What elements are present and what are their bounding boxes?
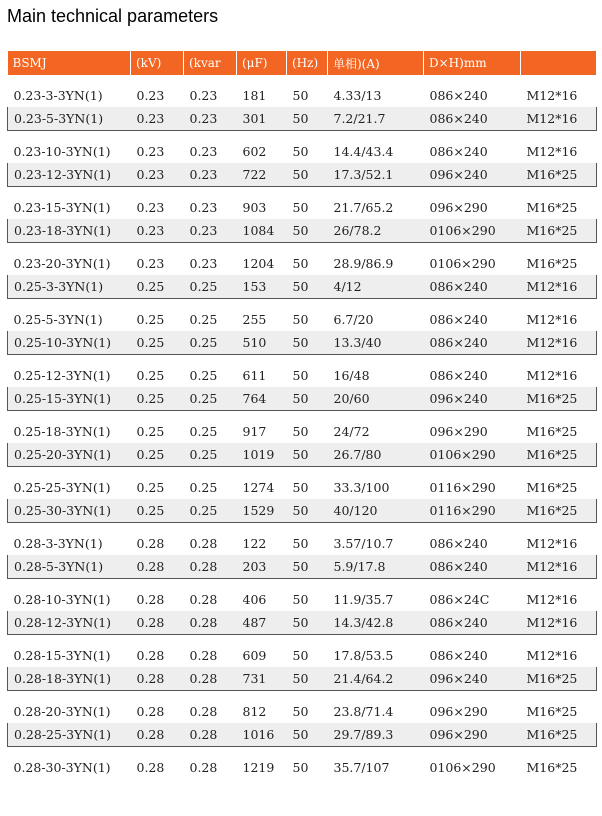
table-row [8, 163, 597, 187]
cell-model: 0.28-5-3YN(1) [8, 555, 131, 579]
cell-capacity: 0.25 [184, 499, 237, 523]
cell-voltage: 0.28 [131, 667, 184, 691]
cell-capacitance: 917 [237, 411, 287, 443]
cell-capacity: 0.23 [184, 243, 237, 275]
cell-capacity: 0.28 [184, 747, 237, 779]
cell-voltage: 0.28 [131, 635, 184, 667]
cell-frequency: 50 [287, 163, 328, 187]
table-body [8, 75, 597, 779]
table-row [8, 555, 597, 579]
table-row [8, 667, 597, 691]
cell-current: 21.7/65.2 [328, 187, 424, 219]
cell-voltage: 0.23 [131, 219, 184, 243]
cell-capacity: 0.28 [184, 555, 237, 579]
cell-frequency: 50 [287, 555, 328, 579]
table-row [8, 411, 597, 443]
cell-current: 3.57/10.7 [328, 523, 424, 555]
cell-capacity: 0.28 [184, 691, 237, 723]
cell-capacitance: 731 [237, 667, 287, 691]
cell-frequency: 50 [287, 75, 328, 107]
cell-model: 0.28-3-3YN(1) [8, 523, 131, 555]
table-row [8, 723, 597, 747]
cell-frequency: 50 [287, 131, 328, 163]
cell-frequency: 50 [287, 107, 328, 131]
table-row [8, 275, 597, 299]
cell-current: 40/120 [328, 499, 424, 523]
cell-model: 0.28-10-3YN(1) [8, 579, 131, 611]
cell-capacitance: 1219 [237, 747, 287, 779]
cell-dimensions: 086×240 [424, 131, 521, 163]
cell-voltage: 0.25 [131, 411, 184, 443]
cell-capacity: 0.25 [184, 299, 237, 331]
cell-voltage: 0.28 [131, 747, 184, 779]
table-row [8, 691, 597, 723]
cell-capacity: 0.23 [184, 163, 237, 187]
cell-capacity: 0.28 [184, 667, 237, 691]
cell-voltage: 0.23 [131, 163, 184, 187]
table-row [8, 299, 597, 331]
cell-current: 13.3/40 [328, 331, 424, 355]
cell-bolt: M16*25 [521, 467, 597, 499]
cell-dimensions: 086×240 [424, 275, 521, 299]
cell-dimensions: 086×240 [424, 331, 521, 355]
cell-capacitance: 722 [237, 163, 287, 187]
cell-dimensions: 086×240 [424, 635, 521, 667]
cell-model: 0.25-12-3YN(1) [8, 355, 131, 387]
cell-capacity: 0.25 [184, 355, 237, 387]
cell-current: 29.7/89.3 [328, 723, 424, 747]
table-row [8, 467, 597, 499]
cell-dimensions: 096×290 [424, 187, 521, 219]
cell-current: 7.2/21.7 [328, 107, 424, 131]
cell-frequency: 50 [287, 579, 328, 611]
cell-current: 4.33/13 [328, 75, 424, 107]
cell-current: 11.9/35.7 [328, 579, 424, 611]
table-row [8, 635, 597, 667]
cell-voltage: 0.28 [131, 611, 184, 635]
cell-current: 35.7/107 [328, 747, 424, 779]
cell-capacity: 0.23 [184, 131, 237, 163]
cell-bolt: M12*16 [521, 275, 597, 299]
cell-bolt: M12*16 [521, 523, 597, 555]
cell-frequency: 50 [287, 275, 328, 299]
cell-frequency: 50 [287, 667, 328, 691]
table-row [8, 611, 597, 635]
cell-capacity: 0.25 [184, 467, 237, 499]
cell-frequency: 50 [287, 219, 328, 243]
cell-frequency: 50 [287, 299, 328, 331]
cell-dimensions: 086×240 [424, 611, 521, 635]
cell-voltage: 0.25 [131, 299, 184, 331]
cell-bolt: M16*25 [521, 243, 597, 275]
cell-bolt: M12*16 [521, 107, 597, 131]
header-frequency: (Hz) [287, 51, 328, 75]
cell-model: 0.25-15-3YN(1) [8, 387, 131, 411]
table-row [8, 387, 597, 411]
cell-model: 0.25-18-3YN(1) [8, 411, 131, 443]
cell-bolt: M12*16 [521, 579, 597, 611]
page-title: Main technical parameters [7, 6, 219, 26]
cell-capacity: 0.25 [184, 443, 237, 467]
cell-bolt: M12*16 [521, 75, 597, 107]
cell-voltage: 0.23 [131, 243, 184, 275]
cell-model: 0.25-3-3YN(1) [8, 275, 131, 299]
cell-capacitance: 1084 [237, 219, 287, 243]
cell-dimensions: 086×240 [424, 75, 521, 107]
cell-capacitance: 406 [237, 579, 287, 611]
cell-model: 0.23-15-3YN(1) [8, 187, 131, 219]
cell-capacitance: 1529 [237, 499, 287, 523]
cell-bolt: M16*25 [521, 691, 597, 723]
cell-bolt: M12*16 [521, 299, 597, 331]
cell-voltage: 0.25 [131, 355, 184, 387]
cell-model: 0.28-15-3YN(1) [8, 635, 131, 667]
table-row [8, 523, 597, 555]
header-model: BSMJ [8, 51, 131, 75]
cell-current: 17.3/52.1 [328, 163, 424, 187]
cell-capacitance: 181 [237, 75, 287, 107]
cell-voltage: 0.23 [131, 107, 184, 131]
cell-bolt: M16*25 [521, 219, 597, 243]
cell-model: 0.25-10-3YN(1) [8, 331, 131, 355]
cell-capacity: 0.28 [184, 579, 237, 611]
cell-capacitance: 487 [237, 611, 287, 635]
table-header-row [8, 51, 597, 75]
table-row [8, 243, 597, 275]
cell-current: 28.9/86.9 [328, 243, 424, 275]
cell-frequency: 50 [287, 691, 328, 723]
cell-current: 33.3/100 [328, 467, 424, 499]
cell-model: 0.28-12-3YN(1) [8, 611, 131, 635]
cell-capacitance: 203 [237, 555, 287, 579]
cell-frequency: 50 [287, 747, 328, 779]
cell-model: 0.25-5-3YN(1) [8, 299, 131, 331]
cell-voltage: 0.28 [131, 555, 184, 579]
cell-frequency: 50 [287, 467, 328, 499]
cell-voltage: 0.28 [131, 523, 184, 555]
cell-bolt: M12*16 [521, 331, 597, 355]
cell-model: 0.25-30-3YN(1) [8, 499, 131, 523]
cell-frequency: 50 [287, 187, 328, 219]
cell-current: 24/72 [328, 411, 424, 443]
cell-model: 0.23-20-3YN(1) [8, 243, 131, 275]
header-dimensions: D×H)mm [424, 51, 521, 75]
cell-voltage: 0.25 [131, 443, 184, 467]
cell-model: 0.23-3-3YN(1) [8, 75, 131, 107]
cell-dimensions: 0106×290 [424, 243, 521, 275]
cell-dimensions: 0106×290 [424, 219, 521, 243]
cell-dimensions: 096×240 [424, 667, 521, 691]
cell-frequency: 50 [287, 355, 328, 387]
cell-bolt: M16*25 [521, 499, 597, 523]
cell-voltage: 0.23 [131, 187, 184, 219]
table-row [8, 443, 597, 467]
cell-dimensions: 096×290 [424, 691, 521, 723]
cell-frequency: 50 [287, 331, 328, 355]
cell-current: 20/60 [328, 387, 424, 411]
cell-capacitance: 1204 [237, 243, 287, 275]
cell-dimensions: 096×290 [424, 723, 521, 747]
cell-model: 0.23-12-3YN(1) [8, 163, 131, 187]
cell-model: 0.28-25-3YN(1) [8, 723, 131, 747]
cell-voltage: 0.28 [131, 691, 184, 723]
cell-bolt: M16*25 [521, 187, 597, 219]
cell-capacity: 0.25 [184, 411, 237, 443]
cell-bolt: M12*16 [521, 611, 597, 635]
cell-bolt: M16*25 [521, 723, 597, 747]
cell-dimensions: 096×240 [424, 387, 521, 411]
cell-capacity: 0.23 [184, 187, 237, 219]
cell-capacity: 0.23 [184, 219, 237, 243]
cell-capacity: 0.23 [184, 75, 237, 107]
cell-bolt: M12*16 [521, 131, 597, 163]
cell-current: 21.4/64.2 [328, 667, 424, 691]
cell-frequency: 50 [287, 411, 328, 443]
cell-capacity: 0.25 [184, 331, 237, 355]
cell-frequency: 50 [287, 723, 328, 747]
cell-capacity: 0.25 [184, 387, 237, 411]
cell-current: 16/48 [328, 355, 424, 387]
cell-model: 0.23-10-3YN(1) [8, 131, 131, 163]
cell-frequency: 50 [287, 523, 328, 555]
cell-bolt: M16*25 [521, 411, 597, 443]
cell-bolt: M12*16 [521, 555, 597, 579]
cell-capacitance: 602 [237, 131, 287, 163]
cell-current: 23.8/71.4 [328, 691, 424, 723]
cell-capacitance: 611 [237, 355, 287, 387]
cell-frequency: 50 [287, 243, 328, 275]
cell-bolt: M12*16 [521, 355, 597, 387]
cell-model: 0.28-30-3YN(1) [8, 747, 131, 779]
table-row [8, 107, 597, 131]
cell-dimensions: 086×24C [424, 579, 521, 611]
cell-voltage: 0.25 [131, 467, 184, 499]
cell-capacity: 0.25 [184, 275, 237, 299]
cell-current: 5.9/17.8 [328, 555, 424, 579]
cell-capacitance: 510 [237, 331, 287, 355]
table-row [8, 579, 597, 611]
cell-model: 0.25-25-3YN(1) [8, 467, 131, 499]
cell-dimensions: 0116×290 [424, 499, 521, 523]
cell-current: 6.7/20 [328, 299, 424, 331]
cell-frequency: 50 [287, 611, 328, 635]
cell-capacity: 0.23 [184, 107, 237, 131]
cell-capacitance: 764 [237, 387, 287, 411]
cell-bolt: M16*25 [521, 387, 597, 411]
table-row [8, 131, 597, 163]
cell-dimensions: 0106×290 [424, 443, 521, 467]
cell-model: 0.28-18-3YN(1) [8, 667, 131, 691]
cell-capacitance: 301 [237, 107, 287, 131]
cell-current: 14.4/43.4 [328, 131, 424, 163]
cell-dimensions: 086×240 [424, 107, 521, 131]
cell-capacity: 0.28 [184, 611, 237, 635]
cell-voltage: 0.25 [131, 331, 184, 355]
cell-capacitance: 812 [237, 691, 287, 723]
cell-dimensions: 086×240 [424, 555, 521, 579]
header-current: 单相)(A) [328, 51, 424, 75]
cell-capacitance: 1016 [237, 723, 287, 747]
cell-capacitance: 153 [237, 275, 287, 299]
table-row [8, 331, 597, 355]
table-row [8, 187, 597, 219]
cell-bolt: M16*25 [521, 667, 597, 691]
table-row [8, 355, 597, 387]
cell-dimensions: 086×240 [424, 355, 521, 387]
cell-current: 26.7/80 [328, 443, 424, 467]
cell-frequency: 50 [287, 499, 328, 523]
cell-capacity: 0.28 [184, 523, 237, 555]
cell-capacitance: 1274 [237, 467, 287, 499]
cell-dimensions: 096×240 [424, 163, 521, 187]
cell-voltage: 0.25 [131, 499, 184, 523]
cell-voltage: 0.28 [131, 579, 184, 611]
cell-capacitance: 255 [237, 299, 287, 331]
table-row [8, 747, 597, 779]
cell-current: 17.8/53.5 [328, 635, 424, 667]
cell-dimensions: 0116×290 [424, 467, 521, 499]
table-row [8, 75, 597, 107]
cell-voltage: 0.25 [131, 275, 184, 299]
cell-bolt: M16*25 [521, 443, 597, 467]
cell-capacitance: 122 [237, 523, 287, 555]
cell-dimensions: 086×240 [424, 299, 521, 331]
cell-model: 0.25-20-3YN(1) [8, 443, 131, 467]
cell-current: 4/12 [328, 275, 424, 299]
header-capacity: (kvar [184, 51, 237, 75]
cell-dimensions: 096×290 [424, 411, 521, 443]
cell-model: 0.28-20-3YN(1) [8, 691, 131, 723]
cell-current: 26/78.2 [328, 219, 424, 243]
cell-frequency: 50 [287, 443, 328, 467]
cell-dimensions: 086×240 [424, 523, 521, 555]
header-voltage: (kV) [131, 51, 184, 75]
cell-capacity: 0.28 [184, 723, 237, 747]
parameters-table [7, 51, 597, 779]
cell-frequency: 50 [287, 635, 328, 667]
cell-bolt: M12*16 [521, 635, 597, 667]
cell-model: 0.23-5-3YN(1) [8, 107, 131, 131]
cell-capacity: 0.28 [184, 635, 237, 667]
cell-voltage: 0.23 [131, 131, 184, 163]
cell-voltage: 0.28 [131, 723, 184, 747]
cell-current: 14.3/42.8 [328, 611, 424, 635]
cell-capacitance: 1019 [237, 443, 287, 467]
cell-dimensions: 0106×290 [424, 747, 521, 779]
cell-capacitance: 903 [237, 187, 287, 219]
cell-voltage: 0.23 [131, 75, 184, 107]
cell-bolt: M16*25 [521, 747, 597, 779]
cell-frequency: 50 [287, 387, 328, 411]
table-row [8, 499, 597, 523]
cell-bolt: M16*25 [521, 163, 597, 187]
cell-capacitance: 609 [237, 635, 287, 667]
cell-model: 0.23-18-3YN(1) [8, 219, 131, 243]
table-row [8, 219, 597, 243]
cell-voltage: 0.25 [131, 387, 184, 411]
header-capacitance: (μF) [237, 51, 287, 75]
header-bolt [521, 51, 597, 75]
